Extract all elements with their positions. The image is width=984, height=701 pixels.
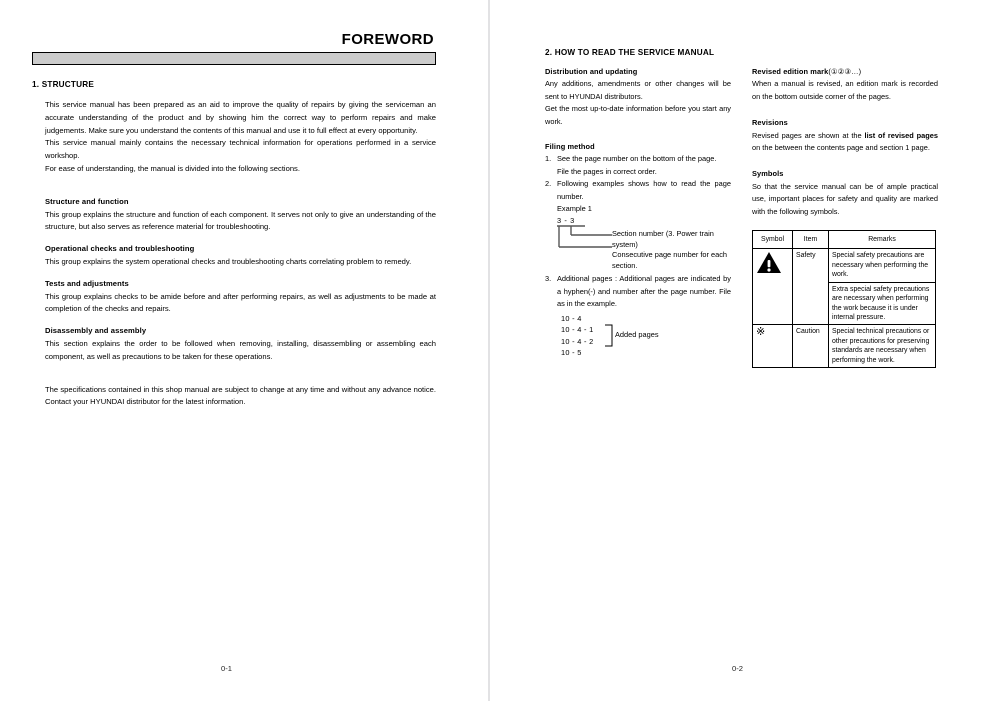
subsection-heading: Disassembly and assembly [45, 326, 147, 336]
item-cell-safety: Safety [793, 249, 829, 325]
right-page-column-a [545, 66, 731, 363]
block-distribution-and-updating [545, 66, 731, 128]
right-page [490, 0, 984, 701]
block-heading: Filing method [545, 142, 595, 152]
subsection-body: This section explains the order to be followed when removing, installing, disassembling or assembling each component, as well as precautions to be taken for these operations. [45, 338, 436, 361]
callout-section-number: Section number (3. Power train system) [612, 229, 714, 250]
block-filing-method [545, 141, 731, 363]
column-header-item: Item [793, 231, 829, 249]
filing-method-list-2 [545, 178, 731, 203]
closing-paragraph: The specifications contained in this shop manual are subject to change at any time and without any advance notice. Contact your HYUNDAI distributor for the latest information. [45, 384, 436, 407]
list-marker: 1. [545, 154, 552, 164]
filing-item1-subline: File the pages in correct order. [557, 166, 657, 176]
list-item-text: Additional pages : Additional pages are indicated by a hyphen(-) and number after the page number. File as in the example. [557, 274, 731, 309]
title-rule-bar [32, 52, 436, 65]
left-page [0, 0, 488, 701]
column-header-remarks: Remarks [829, 231, 936, 249]
subsection-tests-and-adjustments [32, 278, 436, 316]
subsection-body: This group explains checks to be amide before and after performing repairs, as well as adjustments to be made at completion of the checks and repairs. [45, 291, 436, 314]
section-heading-how-to-read: 2. HOW TO READ THE SERVICE MANUAL [545, 48, 715, 57]
intro-paragraph-2: This service manual mainly contains the necessary technical information for operations performed in a service workshop. [45, 138, 436, 161]
item-cell-caution: Caution [793, 325, 829, 368]
list-item-text: Following examples shows how to read the page number. [557, 179, 731, 201]
block-heading: Revisions [752, 118, 788, 128]
callout-consecutive-page-number: Consecutive page number for each section. [612, 250, 728, 271]
subsection-heading: Structure and function [45, 196, 129, 206]
structure-intro-block [32, 99, 436, 176]
added-pages-label: Added pages [615, 329, 659, 339]
warning-triangle-icon [756, 251, 782, 275]
remarks-cell: Extra special safety precautions are necessary when performing the work because it is under internal pressure. [829, 282, 936, 325]
filing-method-list-3 [545, 273, 731, 310]
added-page-line: 10 - 4 - 2 [561, 336, 594, 346]
page-number-example-diagram [545, 215, 731, 273]
subsection-disassembly-and-assembly [32, 325, 436, 363]
list-item [545, 178, 731, 203]
symbols-body: So that the service manual can be of ample practical use, important places for safety and quality are marked with the following symbols. [752, 181, 938, 216]
example-label: Example 1 [557, 204, 592, 214]
block-heading: Distribution and updating [545, 67, 638, 76]
reference-mark-icon: ※ [756, 326, 766, 339]
page-title: FOREWORD [341, 31, 434, 48]
subsection-body: This group explains the structure and function of each component. It serves not only to give an understanding of the structure, but also serves as reference material for troubleshooting. [45, 209, 436, 232]
closing-note [32, 384, 436, 410]
added-pages-example [545, 313, 731, 363]
revised-edition-mark-label: Revised edition mark [752, 67, 829, 76]
revised-edition-mark-body: When a manual is revised, an edition mark is recorded on the bottom outside corner of the pages. [752, 79, 938, 101]
block-revised-edition-mark [752, 66, 938, 103]
subsection-heading: Tests and adjustments [45, 278, 129, 288]
added-page-line: 10 - 5 [561, 348, 582, 358]
revisions-text-part-2: on the between the contents page and section 1 page. [752, 143, 930, 153]
filing-method-list [545, 153, 731, 165]
page-folio-left: 0-1 [221, 664, 232, 673]
symbols-table [752, 230, 936, 368]
block-revisions [752, 117, 938, 154]
column-header-symbol: Symbol [753, 231, 793, 249]
subsection-structure-and-function [32, 196, 436, 234]
list-marker: 3. [545, 274, 552, 284]
revisions-text-part-1: Revised pages are shown at the [752, 130, 865, 140]
intro-paragraph-3: For ease of understanding, the manual is divided into the following sections. [45, 163, 300, 173]
page-folio-right: 0-2 [732, 664, 743, 673]
revisions-body [752, 130, 938, 155]
added-page-line: 10 - 4 - 1 [561, 325, 594, 335]
remarks-cell: Special technical precautions or other precautions for preserving standards are necessary when performing the work. [829, 325, 936, 368]
added-page-line: 10 - 4 [561, 313, 582, 323]
symbol-cell-caution [753, 325, 793, 368]
remarks-cell: Special safety precautions are necessary when performing the work. [829, 249, 936, 282]
list-marker: 2. [545, 179, 552, 189]
table-row [753, 325, 936, 368]
example-page-number: 3 - 3 [557, 216, 575, 226]
subsection-heading: Operational checks and troubleshooting [45, 244, 195, 254]
revisions-text-emphasis: list of revised pages [864, 130, 939, 140]
list-item-text: See the page number on the bottom of the page. [557, 154, 717, 164]
block-symbols [752, 168, 938, 368]
right-page-column-b [752, 66, 938, 368]
list-item [545, 273, 731, 310]
subsection-operational-checks [32, 243, 436, 269]
section-heading-structure: 1. STRUCTURE [32, 80, 94, 89]
distribution-body-2: Get the most up-to-date information before you start any work. [545, 104, 731, 126]
table-header-row [753, 231, 936, 249]
left-page-body [32, 80, 436, 409]
symbol-cell-safety [753, 249, 793, 325]
subsection-body: This group explains the system operational checks and troubleshooting charts correlating problem to remedy. [45, 256, 412, 266]
revised-edition-mark-symbols: (①②③…) [828, 67, 862, 76]
intro-paragraph-1: This service manual has been prepared as an aid to improve the quality of repairs by giving the serviceman an accurate understanding of the product and by showing him the correct way to perform repairs and make judgements. Make sure you understand the contents of this manual and use it to full effect at every opportunity. [45, 100, 436, 135]
block-heading [752, 66, 938, 78]
table-row [753, 249, 936, 282]
list-item [545, 153, 731, 165]
block-heading: Symbols [752, 169, 784, 179]
distribution-body-1: Any additions, amendments or other changes will be sent to HYUNDAI distributors. [545, 79, 731, 101]
